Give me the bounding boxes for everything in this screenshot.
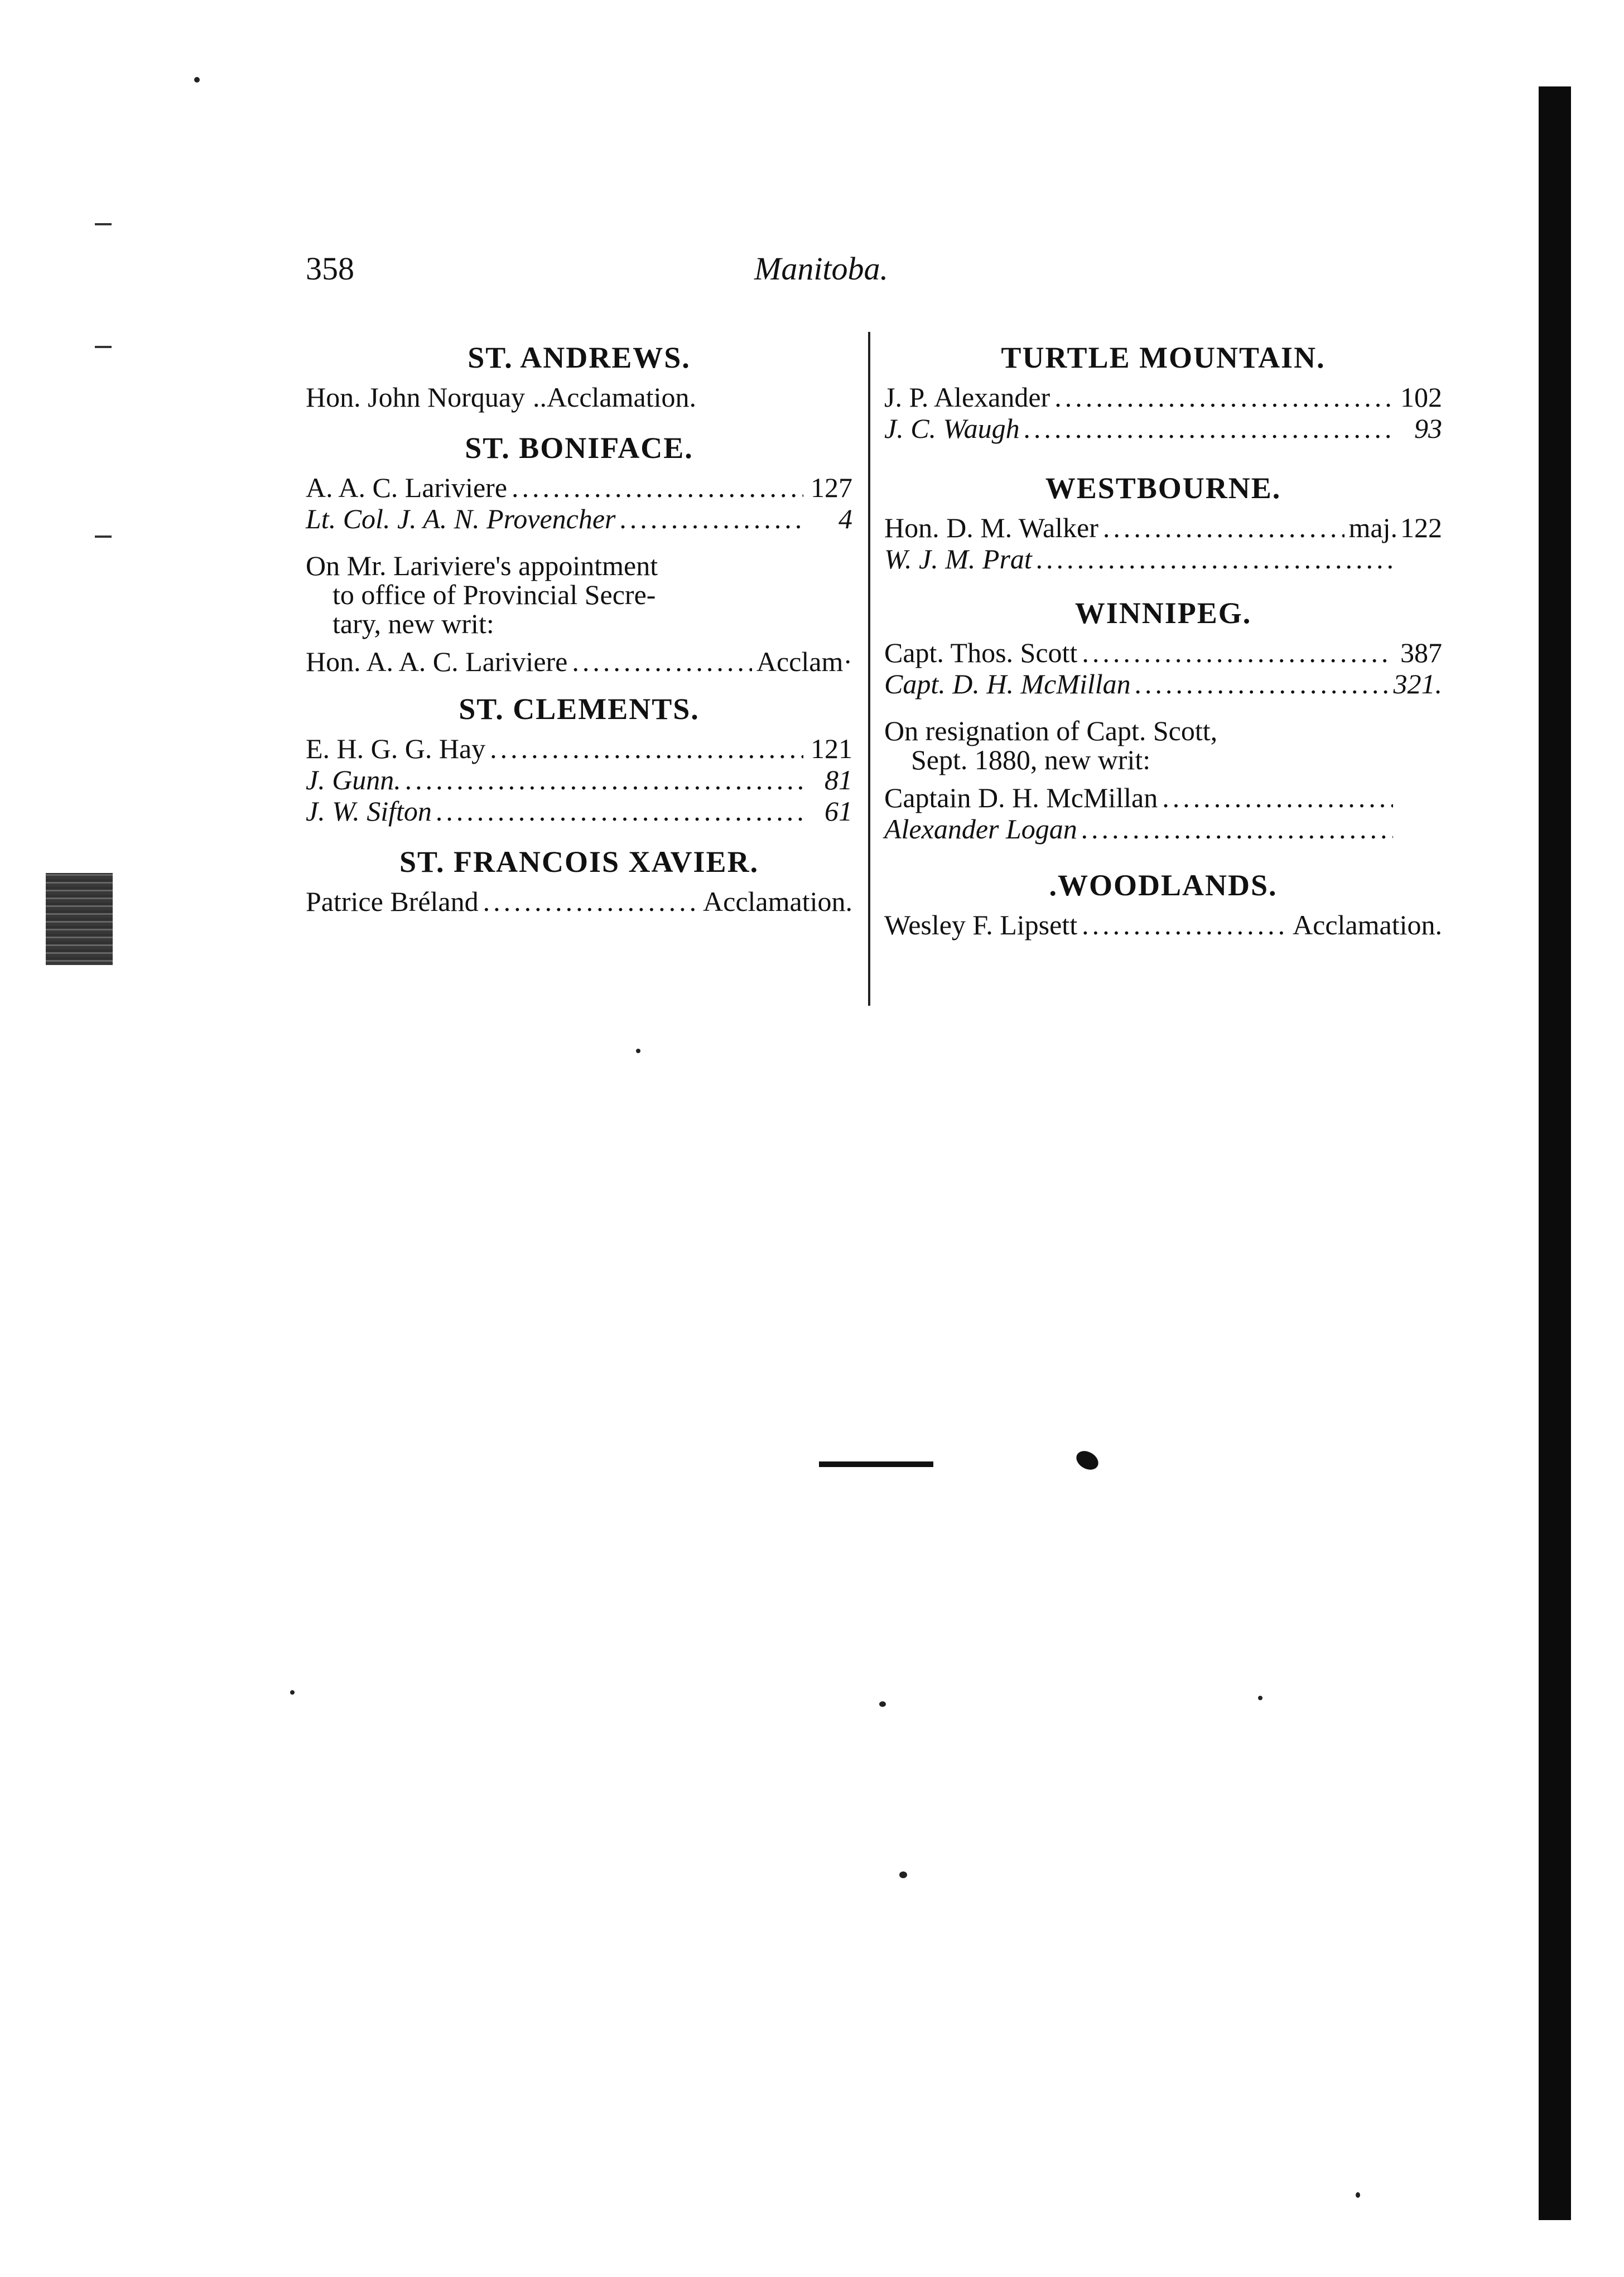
dot-leader [620,503,804,534]
column-divider [868,332,870,1006]
margin-mark [95,223,112,225]
dot-leader [1082,909,1288,940]
dot-leader [1082,813,1393,845]
candidate-name: Hon. A. A. C. Lariviere [306,646,568,677]
vote-count: 121 [811,733,852,764]
vote-count: 387 [1400,637,1442,668]
result-note: ..Acclamation. [533,382,696,413]
candidate-row [884,909,1442,940]
candidate-row [884,782,1442,813]
vote-count: 81 [825,764,852,795]
scan-speck [194,77,200,83]
constituency-block [884,338,1442,444]
constituency-block [884,469,1442,575]
dot-leader [1037,543,1393,575]
candidate-name: J. Gunn. [306,764,401,795]
constituency-heading: TURTLE MOUNTAIN. [1001,341,1326,374]
margin-mark [95,536,112,538]
dot-leader [1054,382,1393,413]
dot-leader [436,795,803,827]
candidate-name: Wesley F. Lipsett [884,909,1078,940]
constituency-heading: ST. FRANCOIS XAVIER. [399,845,759,879]
candidate-row [884,668,1442,699]
ink-blot [1073,1448,1101,1474]
candidate-name: J. C. Waugh [884,413,1020,444]
note-line: Sept. 1880, new writ: [911,744,1151,775]
candidate-row [306,795,852,827]
dot-leader [1024,413,1393,444]
scan-speck [290,1690,295,1695]
candidate-name: J. W. Sifton [306,795,432,827]
candidate-name: Alexander Logan [884,813,1077,845]
candidate-name: Capt. D. H. McMillan [884,668,1131,699]
constituency-block [306,689,852,827]
candidate-name: Hon. D. M. Walker [884,512,1098,543]
candidate-row [306,733,852,764]
scan-speck [899,1871,907,1878]
note-line: to office of Provincial Secre- [332,579,656,610]
constituency-heading: WINNIPEG. [1074,596,1252,630]
right-column [884,324,1442,940]
dot-leader [490,733,803,764]
dot-leader [512,472,803,503]
note-line: tary, new writ: [332,608,494,639]
vote-count: 122 [1400,512,1442,543]
page-edge-shadow [1539,86,1571,2220]
result-note: Acclam· [756,646,852,677]
vote-count: 102 [1400,382,1442,413]
candidate-row [884,382,1442,413]
scan-speck [879,1701,886,1707]
candidate-row [884,512,1442,543]
left-column [306,324,852,917]
scan-speck [636,1049,640,1053]
scan-speck [1356,2192,1360,2198]
candidate-name: Capt. Thos. Scott [884,637,1078,668]
by-election-note [884,716,1442,774]
note-line: On Mr. Lariviere's appointment [306,550,658,581]
vote-count: 321. [1393,668,1442,699]
candidate-name: Hon. John Norquay [306,382,526,413]
candidate-name: W. J. M. Prat [884,543,1032,575]
constituency-block [306,842,852,917]
vote-count: 127 [811,472,852,503]
candidate-row [306,503,852,534]
dot-leader [1082,637,1393,668]
dot-leader [483,886,698,917]
constituency-block [884,594,1442,845]
result-note: Acclamation. [703,886,852,917]
constituency-block [306,428,852,677]
candidate-row [306,382,852,413]
candidate-name: E. H. G. G. Hay [306,733,486,764]
candidate-row [884,813,1442,845]
candidate-name: Captain D. H. McMillan [884,782,1158,813]
dot-leader [1162,782,1393,813]
candidate-row [884,543,1442,575]
constituency-block [306,338,852,413]
page-number: 358 [306,250,354,287]
candidate-name: Patrice Bréland [306,886,479,917]
candidate-row [884,413,1442,444]
vote-count: 61 [825,795,852,827]
dot-leader [406,764,803,795]
candidate-row [884,637,1442,668]
constituency-heading: .WOODLANDS. [1049,869,1278,902]
by-election-note [306,551,852,638]
candidate-name: Lt. Col. J. A. N. Provencher [306,503,616,534]
candidate-row [306,472,852,503]
candidate-name: J. P. Alexander [884,382,1050,413]
margin-mark [95,346,112,348]
candidate-row [306,764,852,795]
scan-speck [1258,1696,1262,1700]
constituency-heading: WESTBOURNE. [1045,471,1281,505]
constituency-heading: ST. CLEMENTS. [459,692,700,726]
binding-scan-artifact [46,873,113,965]
running-head: Manitoba. [754,250,889,287]
vote-count: 4 [838,503,852,534]
candidate-name: A. A. C. Lariviere [306,472,508,503]
constituency-heading: ST. ANDREWS. [468,341,691,374]
vote-count: 93 [1414,413,1442,444]
candidate-row [306,646,852,677]
dot-leader [1103,512,1345,543]
section-end-rule [819,1461,933,1467]
dot-leader [572,646,752,677]
dot-leader [1135,668,1389,699]
result-note: maj. [1348,512,1397,543]
candidate-row [306,886,852,917]
result-note: Acclamation. [1293,909,1442,940]
constituency-heading: ST. BONIFACE. [465,431,693,465]
note-line: On resignation of Capt. Scott, [884,715,1218,746]
constituency-block [884,866,1442,940]
